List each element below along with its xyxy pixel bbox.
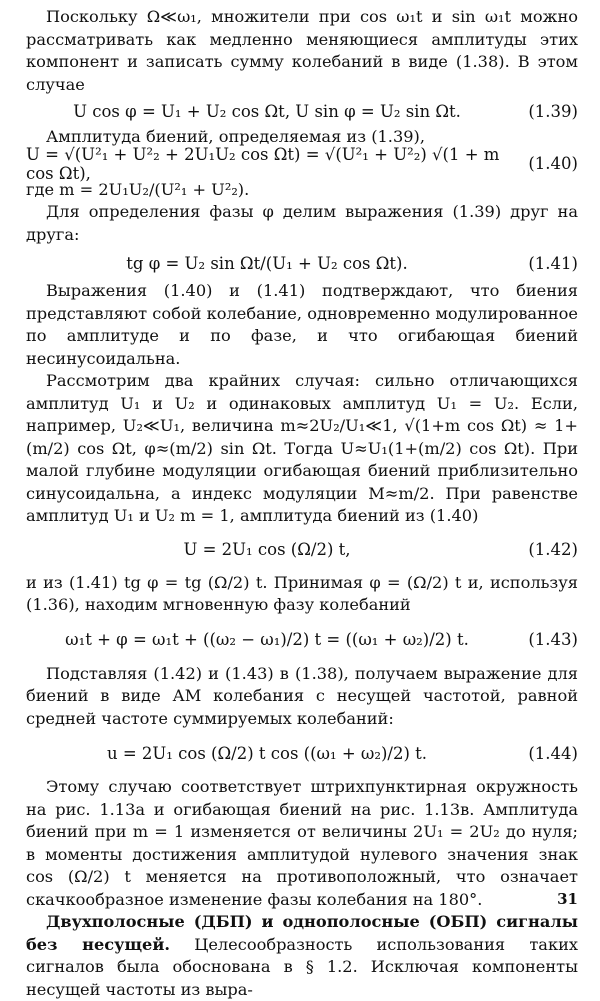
equation-1-43 — [26, 617, 578, 663]
equation-1-42 — [26, 528, 578, 572]
equation-number: (1.40) — [528, 154, 578, 173]
equation-number: (1.43) — [528, 630, 578, 649]
equation-1-44 — [26, 730, 578, 776]
equation-expression: U = √(U²₁ + U²₂ + 2U₁U₂ cos Ωt) = √(U²₁ + U²₂) √(1 + m cos Ωt), — [26, 144, 500, 183]
equation-expression: u = 2U₁ cos (Ω/2) t cos ((ω₁ + ω₂)/2) t. — [106, 743, 428, 763]
page-number: 31 — [557, 890, 578, 908]
equation-1-39 — [26, 96, 578, 126]
equation-expression: ω₁t + φ = ω₁t + ((ω₂ − ω₁)/2) t = ((ω₁ + ω₂)/2) t. — [65, 630, 469, 649]
equation-number: (1.41) — [528, 253, 578, 273]
equation-expression: tg φ = U₂ sin Ωt/(U₁ + U₂ cos Ωt). — [126, 253, 408, 273]
paragraph-phase-result: и из (1.41) tg φ = tg (Ω/2) t. Принимая φ = (Ω/2) t и, используя (1.36), находим мгновенную фазу колебаний — [26, 572, 578, 614]
equation-1-41 — [26, 246, 578, 280]
paragraph-amplitude: Амплитуда биений, определяемая из (1.39), — [46, 127, 426, 146]
paragraph-substitution: Подставляя (1.42) и (1.43) в (1.38), получаем выражение для биений в виде АМ колебания с несущей частотой, равной средней частоте суммируемых колебаний: — [26, 663, 578, 728]
equation-expression: U cos φ = U₁ + U₂ cos Ωt, U sin φ = U₂ sin Ωt. — [73, 101, 461, 121]
section-heading: Двухполосные (ДБП) и однополосные (ОБП) сигналы без несущей. — [26, 912, 578, 954]
equation-number: (1.39) — [528, 101, 578, 121]
paragraph-envelope: Этому случаю соответствует штрихпунктирная окружность на рис. 1.13а и огибающая биений на рис. 1.13в. Амплитуда биений при m = 1 изменяется от величины 2U₁ = 2U₂ до нуля; в моменты достижения амплитудой нулевого значения знак cos (Ω/2) t меняется на противоположный, что означает скачкообразное изменение фазы колебания на 180°. — [26, 777, 578, 909]
paragraph-dsb-ssb — [26, 911, 578, 1001]
paragraph-intro: Поскольку Ω≪ω₁, множители при cos ω₁t и sin ω₁t можно рассматривать как медленно меняющиеся амплитуды этих компонент и записать сумму колебаний в виде (1.38). В этом случае — [26, 7, 578, 94]
paragraph-extreme-cases: Рассмотрим два крайних случая: сильно отличающихся амплитуд U₁ и U₂ и одинаковых амплитуд U₁ = U₂. Если, например, U₂≪U₁, величина m≈2U₂/U₁≪1, √(1+m cos Ωt) ≈ 1+(m/2) cos Ωt, φ≈(m/2) sin Ωt. Тогда U≈U₁(1+(m/2) cos Ωt). При малой глубине модуляции огибающая биений приблизительно синусоидальна, а индекс модуляции M≈m/2. При равенстве амплитуд U₁ и U₂ m = 1, амплитуда биений из (1.40) — [26, 371, 578, 525]
equation-number: (1.42) — [528, 540, 578, 559]
equation-1-40 — [26, 144, 578, 183]
paragraph-where-m: где m = 2U₁U₂/(U²₁ + U²₂). — [26, 179, 250, 199]
equation-number: (1.44) — [528, 743, 578, 763]
paragraph-phase: Для определения фазы φ делим выражения (1.39) друг на друга: — [26, 202, 578, 244]
equation-expression: U = 2U₁ cos (Ω/2) t, — [183, 540, 351, 559]
paragraph-expressions: Выражения (1.40) и (1.41) подтверждают, что биения представляют собой колебание, одновременно модулированное по амплитуде и по фазе, и что огибающая биений несинусоидальна. — [26, 281, 578, 368]
section-text: Целесообразность использования таких сигналов была обоснована в § 1.2. Исключая компоненты несущей частоты из выра- — [26, 934, 578, 999]
